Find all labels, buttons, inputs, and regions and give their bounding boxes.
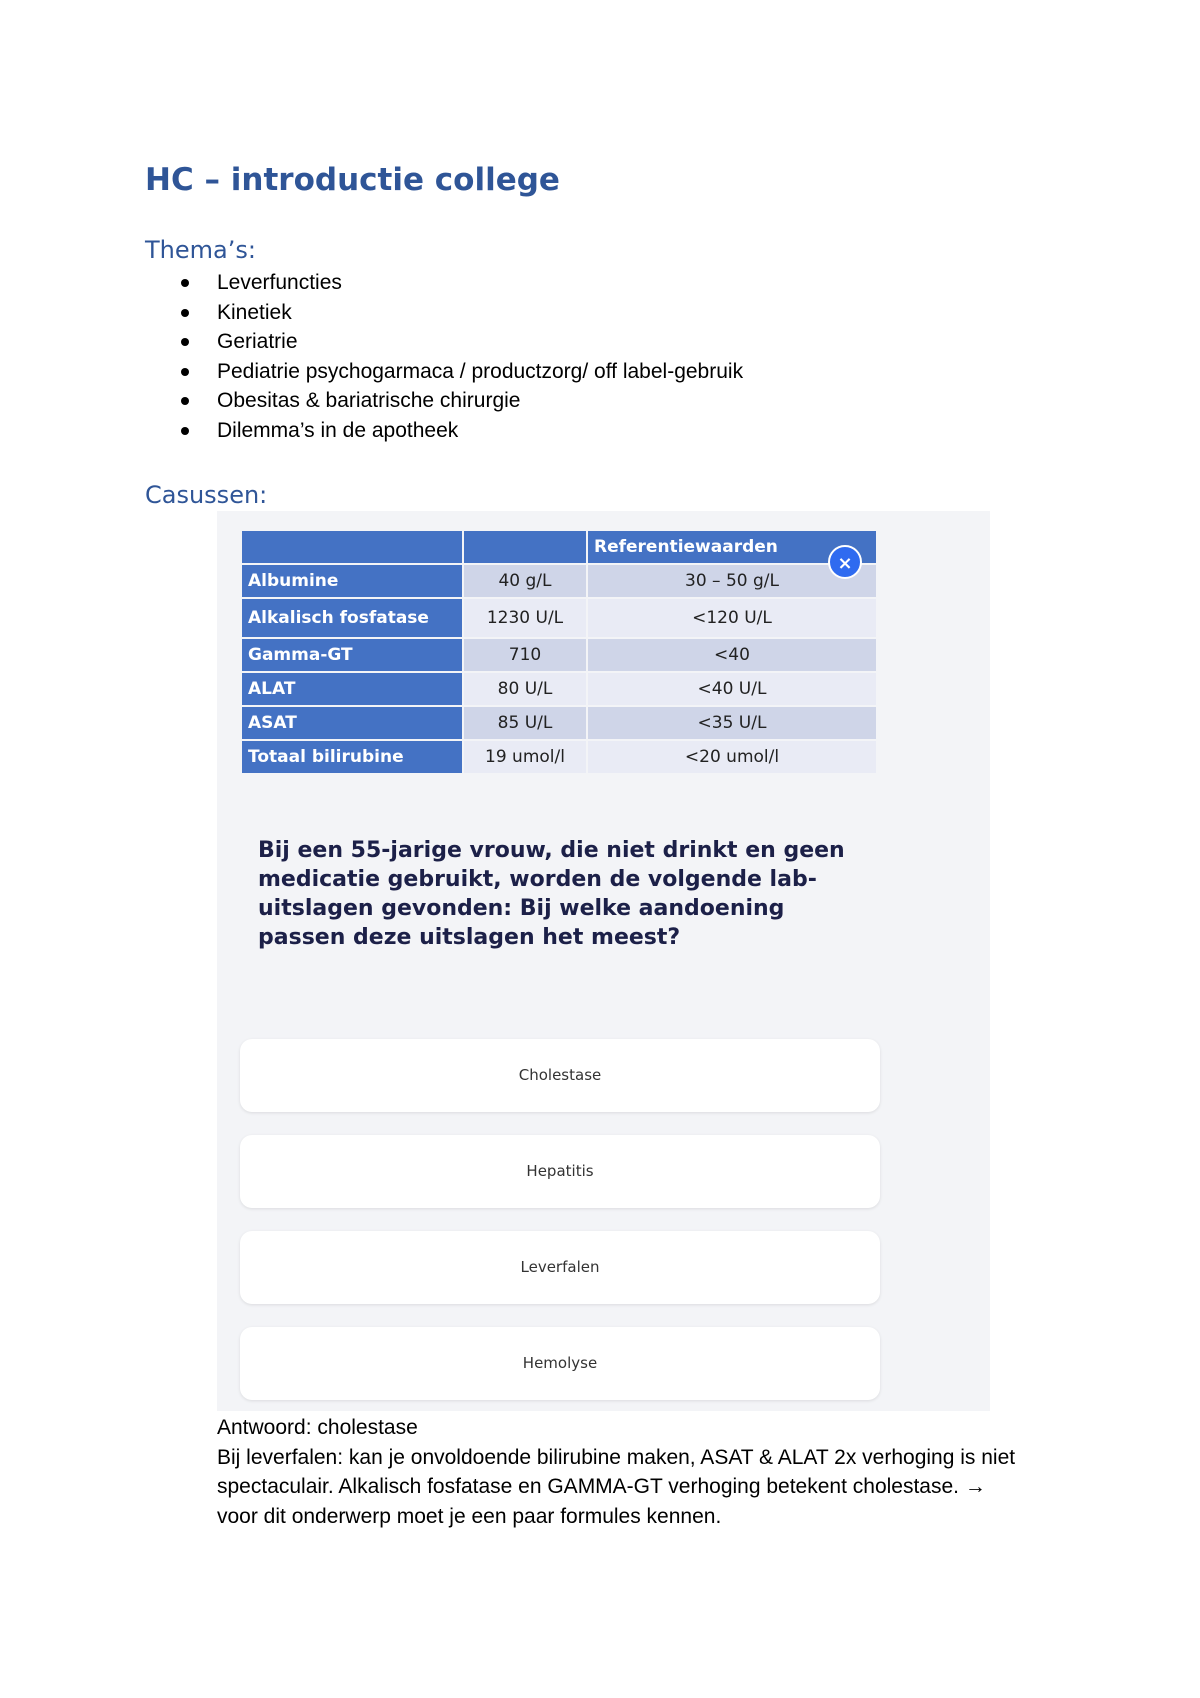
table-cell-param: ASAT	[242, 707, 462, 739]
table-cell-param: ALAT	[242, 673, 462, 705]
table-cell-reference: <120 U/L	[588, 599, 876, 637]
table-row	[242, 707, 876, 739]
answer-line: voor dit onderwerp moet je een paar formules kennen.	[217, 1504, 722, 1528]
answer-line: Bij leverfalen: kan je onvoldoende bilirubine maken, ASAT & ALAT 2x verhoging is niet	[217, 1445, 1016, 1469]
list-item	[175, 268, 743, 298]
table-row	[242, 565, 876, 597]
table-row	[242, 741, 876, 773]
table-cell-param: Albumine	[242, 565, 462, 597]
list-item	[175, 357, 743, 387]
table-cell-reference: <40	[588, 639, 876, 671]
list-item	[175, 386, 743, 416]
list-item-text: Leverfuncties	[217, 271, 342, 294]
list-item-text: Kinetiek	[217, 300, 292, 324]
table-header-row	[242, 531, 876, 563]
bullet-icon	[181, 368, 189, 376]
quiz-screenshot	[217, 511, 990, 1411]
answer-line: Antwoord: cholestase	[217, 1416, 418, 1439]
answer-option-leverfalen[interactable]: Leverfalen	[240, 1231, 880, 1304]
bullet-icon	[181, 397, 189, 405]
list-item-text: Dilemma’s in de apotheek	[217, 418, 459, 442]
table-header-cell	[464, 531, 586, 563]
lab-results-table	[240, 529, 878, 775]
bullet-icon	[181, 309, 189, 317]
list-item-text: Geriatrie	[217, 330, 298, 354]
table-header-cell	[242, 531, 462, 563]
table-row	[242, 599, 876, 637]
themes-list	[175, 268, 743, 446]
list-item	[175, 327, 743, 357]
table-cell-value: 19 umol/l	[464, 741, 586, 773]
table-cell-param: Gamma-GT	[242, 639, 462, 671]
answer-line: spectaculair. Alkalisch fosfatase en GAMMA-GT verhoging betekent cholestase. →	[217, 1475, 986, 1498]
bullet-icon	[181, 427, 189, 435]
table-cell-reference: <20 umol/l	[588, 741, 876, 773]
table-cell-reference: 30 – 50 g/L	[588, 565, 876, 597]
cases-heading: Casussen:	[145, 481, 268, 509]
themes-heading: Thema’s:	[145, 236, 256, 264]
table-cell-param: Alkalisch fosfatase	[242, 599, 462, 637]
list-item-text: Pediatrie psychogarmaca / productzorg/ off label-gebruik	[217, 359, 744, 383]
answer-explanation	[217, 1413, 1097, 1531]
table-row	[242, 639, 876, 671]
table-cell-param: Totaal bilirubine	[242, 741, 462, 773]
answer-option-cholestase[interactable]: Cholestase	[240, 1039, 880, 1112]
bullet-icon	[181, 279, 189, 287]
table-cell-reference: <35 U/L	[588, 707, 876, 739]
table-row	[242, 673, 876, 705]
quiz-question: Bij een 55-jarige vrouw, die niet drinkt en geen medicatie gebruikt, worden de volgende lab-uitslagen gevonden: Bij welke aandoening passen deze uitslagen het meest?	[258, 838, 845, 950]
table-cell-value: 80 U/L	[464, 673, 586, 705]
list-item	[175, 298, 743, 328]
table-cell-value: 85 U/L	[464, 707, 586, 739]
close-icon[interactable]: ×	[828, 545, 862, 579]
table-cell-value: 40 g/L	[464, 565, 586, 597]
list-item	[175, 416, 743, 446]
answer-option-hepatitis[interactable]: Hepatitis	[240, 1135, 880, 1208]
answer-option-hemolyse[interactable]: Hemolyse	[240, 1327, 880, 1400]
table-header-reference: Referentiewaarden	[588, 531, 876, 563]
bullet-icon	[181, 338, 189, 346]
page-title: HC – introductie college	[145, 162, 560, 198]
table-cell-value: 1230 U/L	[464, 599, 586, 637]
table-cell-reference: <40 U/L	[588, 673, 876, 705]
table-cell-value: 710	[464, 639, 586, 671]
list-item-text: Obesitas & bariatrische chirurgie	[217, 389, 521, 413]
